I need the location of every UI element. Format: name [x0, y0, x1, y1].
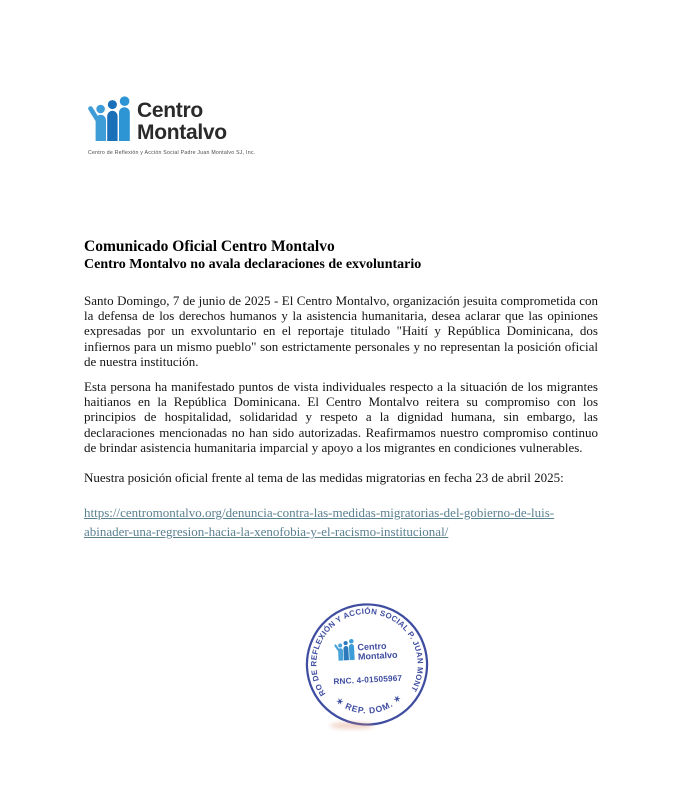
- stamp-logo-name-line2: Montalvo: [357, 649, 398, 662]
- document-content: [84, 237, 598, 541]
- svg-text:✶ REP. DOM. ✶: [334, 692, 405, 717]
- stamp-ink-smudge: [330, 722, 374, 729]
- stamp-logo-name-line1: Centro: [357, 640, 387, 653]
- document-title: Comunicado Oficial Centro Montalvo: [84, 238, 335, 255]
- official-position-link[interactable]: https://centromontalvo.org/denuncia-contra-las-medidas-migratorias-del-gobierno-de-luis-abinader-una-regresion-hacia-la-xenofobia-y-el-racismo-institucional/: [84, 505, 555, 540]
- paragraph-link-intro: Nuestra posición oficial frente al tema de las medidas migratorias en fecha 23 de abril 2025:: [84, 470, 564, 486]
- logo-tagline: Centro de Reflexión y Acción Social Padre Juan Montalvo SJ, Inc.: [88, 150, 256, 156]
- people-figures-icon: [88, 94, 134, 146]
- stamp-arc-bottom-text: ✶ REP. DOM. ✶: [334, 692, 404, 716]
- stamp-arc-top-text: CENTRO DE REFLEXIÓN Y ACCIÓN SOCIAL P. JUAN MONTALVO: [296, 597, 425, 698]
- official-stamp: [283, 597, 451, 732]
- paragraph-clarification: Esta persona ha manifestado puntos de vista individuales respecto a la situación de los migrantes haitianos en la República Dominicana. El Centro Montalvo reitera su compromiso con los principios de hospitalidad, solidaridad y respeto a la dignidad humana, sin embargo, las declaraciones mencionadas no han sido autorizadas. Reafirmamos nuestro compromiso continuo de brindar asistencia humanitaria imparcial y apoyo a los migrantes en condiciones vulnerables.: [84, 379, 598, 455]
- paragraph-statement: Santo Domingo, 7 de junio de 2025 - El Centro Montalvo, organización jesuita comprometida con la defensa de los derechos humanos y la asistencia humanitaria, desea aclarar que las opiniones expresadas por un exvoluntario en el reportaje titulado "Haití y República Dominicana, dos infiernos para un mismo pueblo" son estrictamente personales y no representan la posición oficial de nuestra institución.: [84, 293, 598, 369]
- document-subtitle: Centro Montalvo no avala declaraciones de exvoluntario: [84, 257, 422, 272]
- centro-montalvo-logo: [88, 94, 255, 156]
- stamp-rnc-number: RNC. 4-01505967: [333, 673, 403, 687]
- stamp-logo-icon: [335, 639, 355, 661]
- logo-name-line1: Centro: [137, 99, 203, 122]
- logo-name-line2: Montalvo: [137, 121, 227, 144]
- logo-wordmark: [137, 100, 227, 144]
